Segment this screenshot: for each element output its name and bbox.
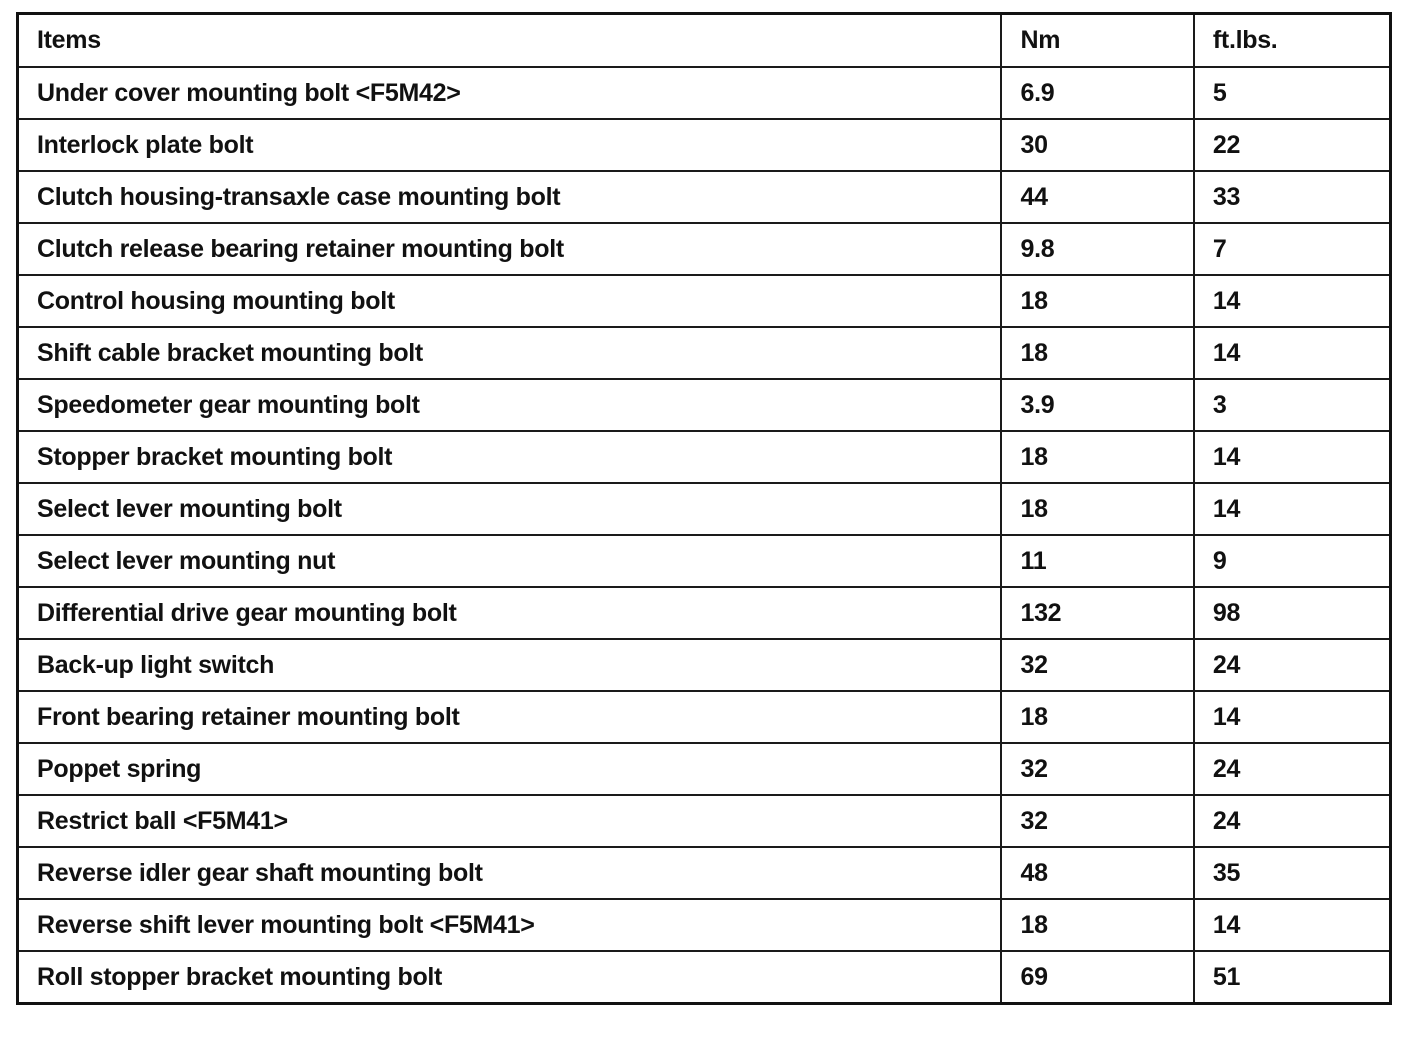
table-row [18,275,1391,327]
cell-ftlbs: 33 [1194,171,1391,223]
header-items: Items [18,14,1002,68]
table-row [18,587,1391,639]
cell-item: Clutch release bearing retainer mounting bolt [18,223,1002,275]
cell-item: Front bearing retainer mounting bolt [18,691,1002,743]
table-row [18,431,1391,483]
cell-ftlbs: 24 [1194,795,1391,847]
cell-nm: 69 [1001,951,1193,1004]
header-nm: Nm [1001,14,1193,68]
cell-nm: 18 [1001,899,1193,951]
table-row [18,899,1391,951]
cell-ftlbs: 3 [1194,379,1391,431]
cell-item: Stopper bracket mounting bolt [18,431,1002,483]
cell-item: Interlock plate bolt [18,119,1002,171]
cell-nm: 32 [1001,639,1193,691]
table-row [18,379,1391,431]
table-body [18,67,1391,1004]
table-row [18,795,1391,847]
cell-ftlbs: 14 [1194,275,1391,327]
cell-ftlbs: 24 [1194,743,1391,795]
cell-ftlbs: 98 [1194,587,1391,639]
cell-nm: 18 [1001,431,1193,483]
cell-item: Reverse shift lever mounting bolt <F5M41> [18,899,1002,951]
table-row [18,951,1391,1004]
cell-item: Reverse idler gear shaft mounting bolt [18,847,1002,899]
cell-item: Select lever mounting nut [18,535,1002,587]
cell-nm: 6.9 [1001,67,1193,119]
table-row [18,119,1391,171]
cell-nm: 32 [1001,743,1193,795]
torque-specification-table [16,12,1392,1005]
cell-item: Back-up light switch [18,639,1002,691]
cell-nm: 18 [1001,275,1193,327]
cell-item: Restrict ball <F5M41> [18,795,1002,847]
cell-ftlbs: 14 [1194,899,1391,951]
header-row [18,14,1391,68]
cell-item: Shift cable bracket mounting bolt [18,327,1002,379]
cell-ftlbs: 14 [1194,431,1391,483]
cell-nm: 132 [1001,587,1193,639]
table-row [18,639,1391,691]
cell-nm: 18 [1001,327,1193,379]
cell-nm: 9.8 [1001,223,1193,275]
cell-ftlbs: 9 [1194,535,1391,587]
cell-nm: 48 [1001,847,1193,899]
cell-nm: 11 [1001,535,1193,587]
cell-item: Poppet spring [18,743,1002,795]
cell-ftlbs: 35 [1194,847,1391,899]
table-row [18,743,1391,795]
cell-item: Control housing mounting bolt [18,275,1002,327]
cell-item: Roll stopper bracket mounting bolt [18,951,1002,1004]
cell-nm: 3.9 [1001,379,1193,431]
cell-ftlbs: 24 [1194,639,1391,691]
cell-ftlbs: 51 [1194,951,1391,1004]
cell-item: Clutch housing-transaxle case mounting bolt [18,171,1002,223]
table-row [18,171,1391,223]
cell-ftlbs: 22 [1194,119,1391,171]
table-row [18,847,1391,899]
cell-item: Speedometer gear mounting bolt [18,379,1002,431]
cell-nm: 18 [1001,691,1193,743]
cell-nm: 18 [1001,483,1193,535]
cell-nm: 30 [1001,119,1193,171]
cell-nm: 32 [1001,795,1193,847]
table-header [18,14,1391,68]
cell-nm: 44 [1001,171,1193,223]
table-row [18,327,1391,379]
cell-item: Select lever mounting bolt [18,483,1002,535]
table-row [18,223,1391,275]
table-row [18,691,1391,743]
cell-ftlbs: 14 [1194,483,1391,535]
cell-item: Differential drive gear mounting bolt [18,587,1002,639]
table-row [18,535,1391,587]
table-row [18,483,1391,535]
cell-ftlbs: 14 [1194,691,1391,743]
table-row [18,67,1391,119]
cell-ftlbs: 5 [1194,67,1391,119]
cell-item: Under cover mounting bolt <F5M42> [18,67,1002,119]
cell-ftlbs: 14 [1194,327,1391,379]
header-ftlbs: ft.lbs. [1194,14,1391,68]
cell-ftlbs: 7 [1194,223,1391,275]
